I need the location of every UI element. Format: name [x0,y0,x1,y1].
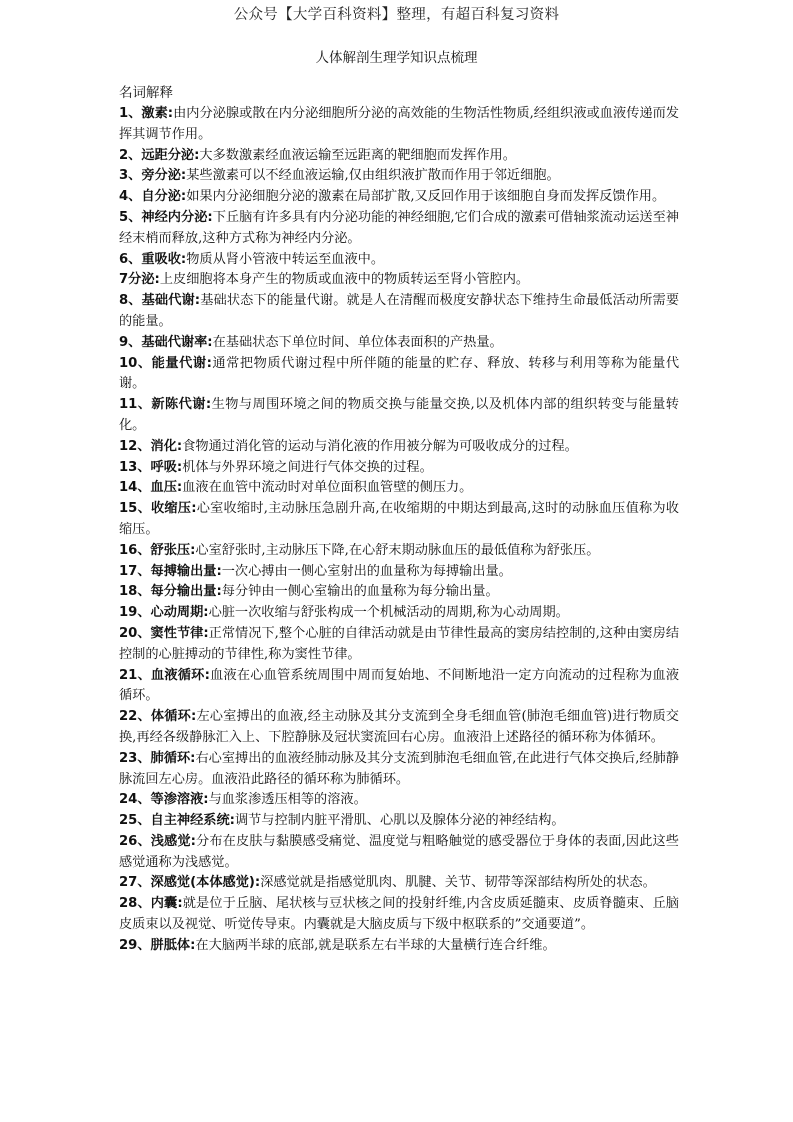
glossary-entry [119,146,679,167]
glossary-entry [119,270,679,291]
glossary-entry [119,499,679,541]
glossary-term: 25、自主神经系统: [119,813,235,829]
glossary-definition: 通常把物质代谢过程中所伴随的能量的贮存、释放、转移与利用等称为能量代谢。 [119,355,680,392]
glossary-definition: 在大脑两半球的底部,就是联系左右半球的大量横行连合纤维。 [195,937,556,953]
glossary-term: 3、旁分泌: [119,168,187,184]
glossary-term: 19、心动周期: [119,605,209,621]
glossary-definition: 一次心搏由一侧心室射出的血量称为每搏输出量。 [221,563,512,579]
glossary-entry [119,250,679,271]
glossary-term: 18、每分输出量: [119,584,222,600]
glossary-entry [119,936,679,957]
glossary-definition: 每分钟由一侧心室输出的血量称为每分输出量。 [221,584,499,600]
glossary-entry [119,208,679,250]
glossary-entry [119,458,679,479]
glossary-term: 4、自分泌: [119,189,187,205]
glossary-entry [119,894,679,936]
glossary-definition: 血液在心血管系统周围中周而复始地、不间断地沿一定方向流动的过程称为血液循环。 [119,667,680,704]
page-title: 人体解剖生理学知识点梳理 [315,50,478,66]
glossary-entry [119,603,679,624]
glossary-definition: 食物通过消化管的运动与消化液的作用被分解为可吸收成分的过程。 [182,438,578,454]
glossary-definition: 分布在皮肤与黏膜感受痛觉、温度觉与粗略触觉的感受器位于身体的表面,因此这些感觉通称为浅感觉。 [119,833,679,870]
glossary-definition: 正常情况下,整个心脏的自律活动就是由节律性最高的窦房结控制的,这种由窦房结控制的心脏搏动的节律性,称为窦性节律。 [119,625,680,662]
glossary-term: 21、血液循环: [119,667,210,683]
glossary-entry [119,790,679,811]
glossary-definition: 基础状态下的能量代谢。就是人在清醒而极度安静状态下维持生命最低活动所需要的能量。 [119,293,680,329]
glossary-definition: 调节与控制内脏平滑肌、心肌以及腺体分泌的神经结构。 [234,813,565,829]
glossary-entry [119,354,679,396]
glossary-term: 9、基础代谢率: [119,334,213,350]
glossary-term: 2、远距分泌: [119,147,200,163]
glossary-entry [119,291,679,333]
glossary-term: 16、舒张压: [119,542,196,558]
glossary-entry [119,333,679,354]
glossary-definition: 大多数激素经血液运输至远距离的靶细胞而发挥作用。 [199,147,516,163]
glossary-entry [119,624,679,666]
document-body [119,83,679,957]
glossary-list [119,104,679,957]
glossary-definition: 如果内分泌细胞分泌的激素在局部扩散,又反回作用于该细胞自身而发挥反馈作用。 [186,189,666,205]
glossary-entry [119,478,679,499]
glossary-entry [119,666,679,708]
watermark-header: 公众号【大学百科资料】整理，有超百科复习资料 [233,7,560,23]
glossary-definition: 就是位于丘脑、尾状核与豆状核之间的投射纤维,内含皮质延髓束、皮质脊髓束、丘脑皮质束以及视觉、听觉传导束。内囊就是大脑皮质与下级中枢联系的”交通要道”。 [119,896,679,933]
glossary-term: 14、血压: [119,480,183,496]
glossary-entry [119,832,679,874]
glossary-entry [119,562,679,583]
glossary-term: 22、体循环: [119,709,197,725]
glossary-term: 5、神经内分泌: [119,209,213,225]
glossary-entry [119,395,679,437]
glossary-term: 11、新陈代谢: [119,397,212,413]
glossary-term: 24、等渗溶液: [119,792,209,808]
glossary-term: 26、浅感觉: [119,833,196,849]
glossary-term: 7分泌: [119,272,160,288]
glossary-definition: 物质从肾小管液中转运至血液中。 [186,251,385,267]
glossary-definition: 上皮细胞将本身产生的物质或血液中的物质转运至肾小管腔内。 [159,272,530,288]
glossary-entry [119,707,679,749]
glossary-term: 10、能量代谢: [119,355,212,371]
glossary-term: 15、收缩压: [119,501,197,517]
glossary-definition: 心脏一次收缩与舒张构成一个机械活动的周期,称为心动周期。 [208,605,569,621]
glossary-definition: 由内分泌腺或散在内分泌细胞所分泌的高效能的生物活性物质,经组织液或血液传递而发挥其调节作用。 [119,106,679,142]
glossary-entry [119,187,679,208]
glossary-entry [119,873,679,894]
glossary-entry [119,437,679,458]
glossary-definition: 右心室搏出的血液经肺动脉及其分支流到肺泡毛细血管,在此进行气体交换后,经肺静脉流回左心房。血液沿此路径的循环称为肺循环。 [119,750,679,787]
glossary-term: 12、消化: [119,438,183,454]
glossary-entry [119,582,679,603]
glossary-term: 28、内囊: [119,896,183,912]
glossary-definition: 心室收缩时,主动脉压急剧升高,在收缩期的中期达到最高,这时的动脉血压值称为收缩压。 [119,501,679,537]
glossary-entry [119,811,679,832]
glossary-definition: 与血浆渗透压相等的溶液。 [208,792,367,808]
section-heading: 名词解释 [119,85,173,101]
glossary-term: 8、基础代谢: [119,293,201,309]
glossary-definition: 生物与周围环境之间的物质交换与能量交换,以及机体内部的组织转变与能量转化。 [119,397,679,433]
glossary-definition: 机体与外界环境之间进行气体交换的过程。 [182,459,433,475]
glossary-definition: 下丘脑有许多具有内分泌功能的神经细胞,它们合成的激素可借轴浆流动运送至神经末梢而释放,这种方式称为神经内分泌。 [119,209,679,246]
glossary-definition: 左心室搏出的血液,经主动脉及其分支流到全身毛细血管(肺泡毛细血管)进行物质交换,再经各级静脉汇入上、下腔静脉及冠状窦流回右心房。血液沿上述路径的循环称为体循环。 [119,709,679,745]
glossary-term: 1、激素: [119,106,174,121]
glossary-definition: 在基础状态下单位时间、单位体表面积的产热量。 [212,334,503,350]
glossary-entry [119,166,679,187]
glossary-term: 17、每搏输出量: [119,563,222,579]
glossary-term: 6、重吸收: [119,251,187,267]
glossary-entry [119,749,679,791]
glossary-definition: 某些激素可以不经血液运输,仅由组织液扩散而作用于邻近细胞。 [186,168,560,184]
glossary-definition: 心室舒张时,主动脉压下降,在心舒末期动脉血压的最低值称为舒张压。 [195,542,600,558]
glossary-term: 20、窦性节律: [119,625,209,641]
glossary-term: 29、胼胝体: [119,937,196,953]
glossary-entry [119,104,679,146]
glossary-definition: 深感觉就是指感觉肌肉、肌腱、关节、韧带等深部结构所处的状态。 [260,875,656,891]
glossary-term: 13、呼吸: [119,459,183,475]
glossary-term: 23、肺循环: [119,750,196,766]
glossary-entry [119,541,679,562]
glossary-term: 27、深感觉(本体感觉): [119,875,261,891]
glossary-definition: 血液在血管中流动时对单位面积血管壁的侧压力。 [182,480,473,496]
